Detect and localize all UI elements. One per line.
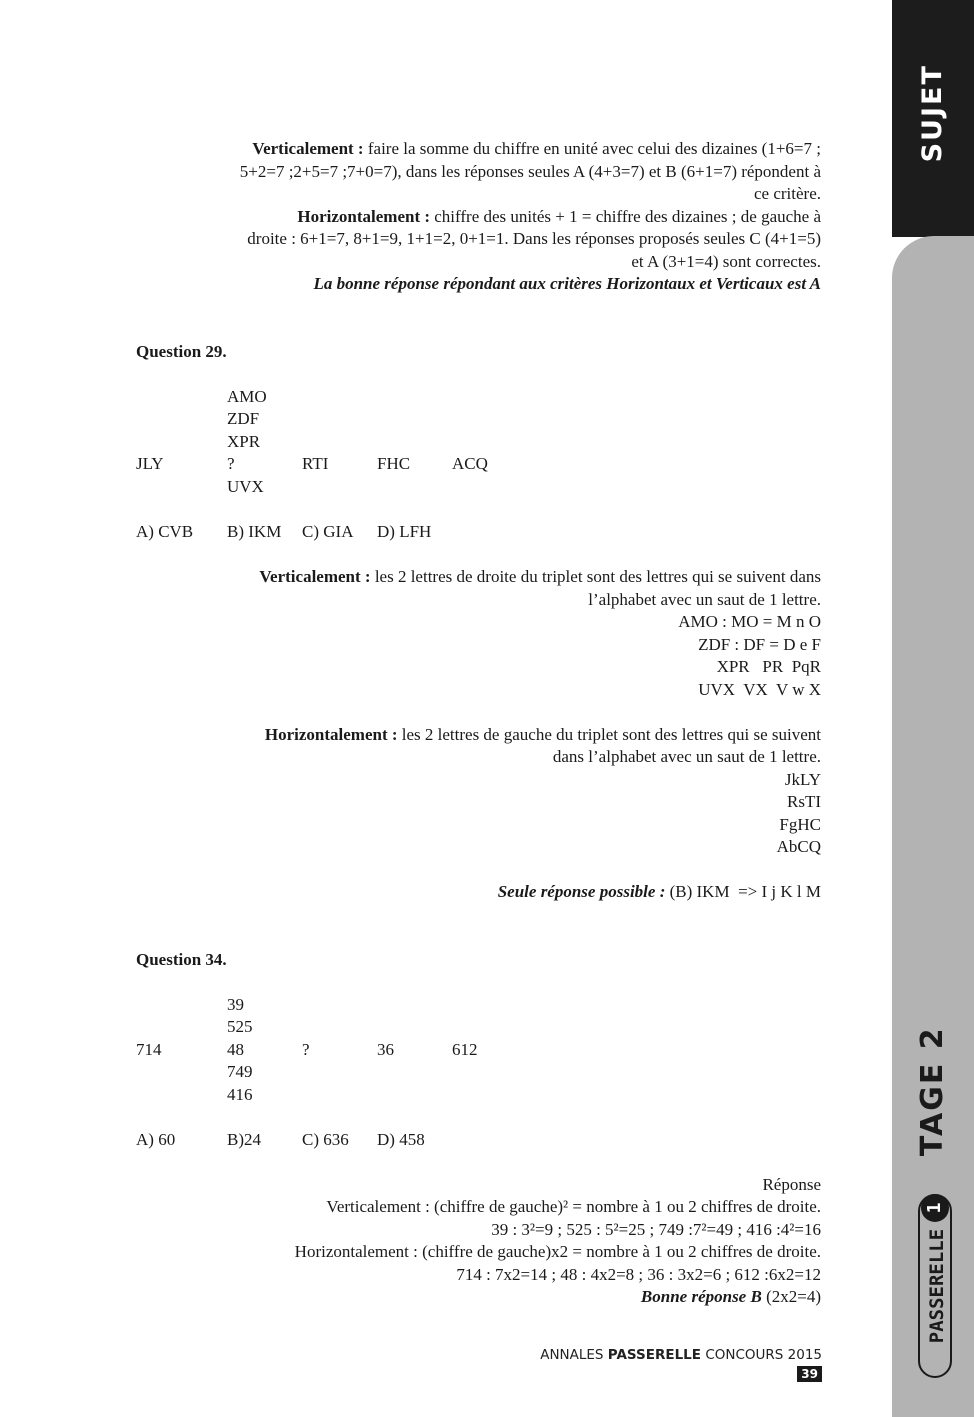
- q29-option-b: B) IKM: [227, 522, 282, 541]
- q34-title: Question 34.: [136, 950, 227, 969]
- footer-prefix: ANNALES: [540, 1347, 604, 1363]
- q29-column-item: UVX: [227, 477, 264, 496]
- sidebar-top-label: SUJET: [916, 64, 948, 163]
- q29-horiz-example: FgHC: [779, 815, 821, 834]
- q29-horiz-example: JkLY: [784, 770, 821, 789]
- q34-answer-text: (2x2=4): [766, 1287, 821, 1306]
- q29-title: Question 29.: [136, 342, 227, 361]
- intro-vert-line3: ce critère.: [754, 184, 821, 203]
- q34-column-item: 525: [227, 1017, 253, 1036]
- q34-option-c: C) 636: [302, 1130, 349, 1149]
- intro-conclusion: La bonne réponse répondant aux critères Horizontaux et Verticaux est A: [313, 274, 821, 293]
- q29-answer-text: (B) IKM => I j K l M: [669, 882, 821, 901]
- q34-column-item: 416: [227, 1085, 253, 1104]
- q29-option-c: C) GIA: [302, 522, 354, 541]
- page-footer: [510, 1345, 822, 1381]
- passerelle-logo: [915, 1195, 955, 1380]
- intro-horiz-label: Horizontalement :: [297, 207, 431, 226]
- q29-vert-example: AMO : MO = M n O: [678, 612, 821, 631]
- q29-vert-example: XPR PR PqR: [716, 657, 821, 676]
- q29-vert-example: UVX VX V w X: [698, 680, 821, 699]
- intro-vert-text: faire la somme du chiffre en unité avec celui des dizaines (1+6=7 ;: [367, 139, 821, 158]
- q29-vert-text: les 2 lettres de droite du triplet sont des lettres qui se suivent dans: [374, 567, 821, 586]
- logo-badge: [918, 1194, 952, 1378]
- q29-column-item: ZDF: [227, 409, 260, 428]
- q34-answer: [120, 1286, 821, 1309]
- footer-brand: PASSERELLE: [607, 1347, 702, 1363]
- intro-horiz-line2: droite : 6+1=7, 8+1=9, 1+1=2, 0+1=1. Dans les réponses proposés seules C (4+1=5): [247, 229, 821, 248]
- footer-suffix: CONCOURS 2015: [705, 1347, 822, 1363]
- q34-row-item: 714: [136, 1040, 162, 1059]
- q34-reponse-heading: Réponse: [762, 1175, 821, 1194]
- q29-vert-line2: l’alphabet avec un saut de 1 lettre.: [588, 590, 821, 609]
- q29-horiz-line1: [120, 724, 821, 747]
- intro-vert-line1: [120, 138, 821, 161]
- q29-row-item: FHC: [377, 454, 411, 473]
- q29-row-item: JLY: [136, 454, 164, 473]
- q29-horiz-text: les 2 lettres de gauche du triplet sont des lettres qui se suivent: [401, 725, 821, 744]
- q29-horiz-label: Horizontalement :: [264, 725, 398, 744]
- intro-vert-label: Verticalement :: [252, 139, 364, 158]
- q34-row-item: 36: [377, 1040, 394, 1059]
- q29-option-d: D) LFH: [377, 522, 432, 541]
- q34-horiz-line: Horizontalement : (chiffre de gauche)x2 = nombre à 1 ou 2 chiffres de droite.: [294, 1242, 821, 1261]
- intro-vert-line2: 5+2=7 ;2+5=7 ;7+0=7), dans les réponses seules A (4+3=7) et B (6+1=7) répondent à: [239, 162, 821, 181]
- logo-number: 1: [921, 1194, 949, 1222]
- q29-missing-item: ?: [227, 454, 235, 473]
- intro-horiz-line3: et A (3+1=4) sont correctes.: [631, 252, 821, 271]
- q34-answer-label: Bonne réponse B: [640, 1287, 762, 1306]
- sidebar-bottom-label: TAGE 2: [914, 1026, 950, 1157]
- q34-row-item: 612: [452, 1040, 478, 1059]
- q34-column-item: 749: [227, 1062, 253, 1081]
- q34-horiz-calc: 714 : 7x2=14 ; 48 : 4x2=8 ; 36 : 3x2=6 ; 612 :6x2=12: [456, 1265, 821, 1284]
- intro-horiz-text: chiffre des unités + 1 = chiffre des dizaines ; de gauche à: [434, 207, 821, 226]
- q34-column-item: 48: [227, 1040, 244, 1059]
- intro-horiz-line1: [120, 206, 821, 229]
- q29-answer-label: Seule réponse possible :: [497, 882, 666, 901]
- q29-column-item: AMO: [227, 387, 267, 406]
- q29-row-item: RTI: [302, 454, 329, 473]
- q29-row-item: ACQ: [452, 454, 488, 473]
- q34-vert-line: Verticalement : (chiffre de gauche)² = nombre à 1 ou 2 chiffres de droite.: [326, 1197, 821, 1216]
- q34-vert-calc: 39 : 3²=9 ; 525 : 5²=25 ; 749 :7²=49 ; 416 :4²=16: [491, 1220, 821, 1239]
- q29-vert-example: ZDF : DF = D e F: [698, 635, 821, 654]
- q29-vert-label: Verticalement :: [259, 567, 371, 586]
- q29-column-item: XPR: [227, 432, 261, 451]
- q34-column-item: 39: [227, 995, 244, 1014]
- q29-answer: [120, 881, 821, 904]
- q29-horiz-example: AbCQ: [776, 837, 821, 856]
- q34-option-d: D) 458: [377, 1130, 425, 1149]
- q34-option-a: A) 60: [136, 1130, 176, 1149]
- q29-option-a: A) CVB: [136, 522, 194, 541]
- q34-missing-item: ?: [302, 1040, 310, 1059]
- q29-vert-line1: [120, 566, 821, 589]
- page-number: 39: [797, 1366, 822, 1382]
- q29-horiz-example: RsTI: [787, 792, 821, 811]
- q34-option-b: B)24: [227, 1130, 261, 1149]
- q29-horiz-line2: dans l’alphabet avec un saut de 1 lettre.: [552, 747, 821, 766]
- logo-text: PASSERELLE: [926, 1228, 948, 1344]
